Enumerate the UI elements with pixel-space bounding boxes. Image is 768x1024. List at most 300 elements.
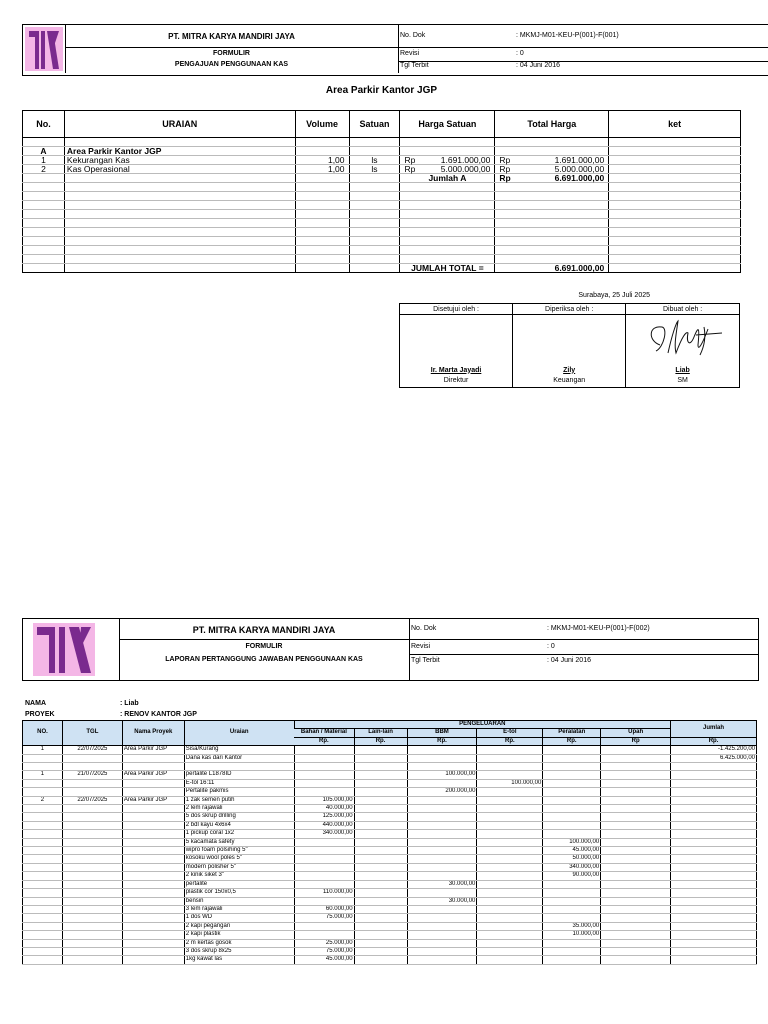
cell-jumlah (671, 830, 757, 838)
cell-upah (601, 754, 671, 762)
table-row (23, 880, 757, 888)
cell-peralatan (543, 779, 601, 787)
no-dok-label: No. Dok (400, 32, 426, 39)
cell-bahan (294, 922, 354, 930)
table-row (23, 889, 757, 897)
table-row (23, 788, 757, 796)
cell-etol (477, 855, 543, 863)
cell-upah (601, 771, 671, 779)
cell-etol (477, 880, 543, 888)
form-title-2: LAPORAN PERTANGGUNG JAWABAN PENGGUNAAN KAS (165, 656, 363, 663)
formulir-label: FORMULIR (213, 50, 250, 57)
cell-uraian: Pertalite pakmis (184, 788, 294, 796)
cell-proyek (122, 947, 184, 955)
cell-peralatan (543, 956, 601, 964)
table-row (23, 872, 757, 880)
cell-bbm (407, 838, 477, 846)
nama-label: NAMA (25, 700, 46, 707)
table-row (23, 914, 757, 922)
cell-upah (601, 805, 671, 813)
cell-peralatan (543, 821, 601, 829)
signature-table (399, 303, 740, 388)
cell-bahan (294, 855, 354, 863)
cell-peralatan: 35.000,00 (543, 922, 601, 930)
cell-no (23, 914, 63, 922)
col-volume: Volume (295, 111, 349, 138)
table-row (23, 855, 757, 863)
table-row (23, 754, 757, 762)
cell-no (23, 897, 63, 905)
cell-lain (354, 813, 407, 821)
cell-bahan: 125.000,00 (294, 813, 354, 821)
cell-proyek: Area Parkir JGP (122, 796, 184, 804)
table-row (23, 947, 757, 955)
cell-proyek (122, 830, 184, 838)
pos-approved: Direktur (443, 377, 469, 385)
cell-jumlah (671, 922, 757, 930)
cell-no: 1 (23, 746, 63, 754)
cell-jumlah (671, 931, 757, 939)
cell-bbm (407, 939, 477, 947)
cell-peralatan (543, 813, 601, 821)
cell-tgl (62, 914, 122, 922)
cell-proyek: Area Parkir JGP (122, 771, 184, 779)
cell-lain (354, 779, 407, 787)
cell-jumlah (671, 863, 757, 871)
cell-uraian: 1 dos WD (184, 914, 294, 922)
cell-tgl (62, 788, 122, 796)
cell-tgl (62, 889, 122, 897)
cell-jumlah (671, 872, 757, 880)
cell-no (23, 813, 63, 821)
cell-bahan (294, 880, 354, 888)
cell-peralatan (543, 771, 601, 779)
pos-checked: Keuangan (513, 375, 626, 387)
cell-upah (601, 914, 671, 922)
cell-proyek (122, 847, 184, 855)
cell-peralatan (543, 746, 601, 754)
table-row: 2 Kas Operasional 1,00 ls Rp 5.000.000,00 Rp 5.000.000,00 (23, 165, 741, 174)
cell-lain (354, 746, 407, 754)
cell-bahan (294, 754, 354, 762)
cell-bahan: 45.000,00 (294, 956, 354, 964)
cell-upah (601, 821, 671, 829)
cell-jumlah (671, 796, 757, 804)
cell-peralatan (543, 796, 601, 804)
cell-peralatan (543, 939, 601, 947)
cell-bahan (294, 771, 354, 779)
cell-bbm (407, 847, 477, 855)
cell-upah (601, 922, 671, 930)
cell-tgl (62, 847, 122, 855)
col-tgl: TGL (62, 721, 122, 746)
cell-proyek (122, 788, 184, 796)
name-checked: Zily (513, 365, 626, 375)
proyek-label: PROYEK (25, 711, 55, 718)
cell-lain (354, 880, 407, 888)
cell-jumlah (671, 813, 757, 821)
tgl-terbit-label: Tgl Terbit (400, 62, 429, 69)
cell-uraian: E-tol 16:11 (184, 779, 294, 787)
table-row (23, 838, 757, 846)
cell-tgl (62, 880, 122, 888)
cell-tgl (62, 805, 122, 813)
table-row: 1 Kekurangan Kas 1,00 ls Rp 1.691.000,00 Rp 1.691.000,00 (23, 156, 741, 165)
cell-etol (477, 805, 543, 813)
cell-etol (477, 905, 543, 913)
cell-uraian: 2 kapi pegangan (184, 922, 294, 930)
cell-tgl (62, 922, 122, 930)
role-made: Dibuat oleh : (626, 304, 740, 315)
cell-lain (354, 872, 407, 880)
cell-peralatan: 90.000,00 (543, 872, 601, 880)
cell-no (23, 763, 63, 771)
cell-jumlah (671, 788, 757, 796)
cell-peralatan (543, 914, 601, 922)
cell-lain (354, 805, 407, 813)
cell-etol (477, 821, 543, 829)
cell-no (23, 922, 63, 930)
col-no: No. (23, 111, 65, 138)
cell-lain (354, 788, 407, 796)
form1-title-block (65, 25, 399, 73)
cell-etol (477, 847, 543, 855)
cell-jumlah (671, 914, 757, 922)
cell-uraian: pertalite (184, 880, 294, 888)
col-peralatan: Peralatan (543, 729, 601, 737)
jumlah-a-row: Jumlah A Rp 6.691.000,00 (23, 174, 741, 183)
cell-jumlah (671, 847, 757, 855)
cell-bbm: 200.000,00 (407, 788, 477, 796)
cell-bahan: 75.000,00 (294, 947, 354, 955)
cell-tgl (62, 947, 122, 955)
cell-bbm (407, 830, 477, 838)
section-row: A Area Parkir Kantor JGP (23, 147, 741, 156)
cell-etol (477, 914, 543, 922)
table-row (23, 847, 757, 855)
role-checked: Diperiksa oleh : (513, 304, 626, 315)
cell-tgl (62, 931, 122, 939)
cell-no: 1 (23, 771, 63, 779)
cell-uraian: 3 dos skrup 8x25 (184, 947, 294, 955)
cell-no (23, 931, 63, 939)
cell-uraian: 2 m kertas gosok (184, 939, 294, 947)
cell-upah (601, 880, 671, 888)
cell-jumlah (671, 838, 757, 846)
col-etol: E-tol (477, 729, 543, 737)
cell-upah (601, 863, 671, 871)
cell-lain (354, 847, 407, 855)
cell-uraian (184, 763, 294, 771)
cell-bbm (407, 863, 477, 871)
cell-bahan (294, 847, 354, 855)
table-row (23, 830, 757, 838)
cell-etol (477, 788, 543, 796)
cell-bbm (407, 855, 477, 863)
cell-proyek (122, 872, 184, 880)
cell-etol (477, 956, 543, 964)
cell-no (23, 855, 63, 863)
cell-bahan: 75.000,00 (294, 914, 354, 922)
cell-upah (601, 779, 671, 787)
cell-peralatan: 340.000,00 (543, 863, 601, 871)
jumlah-total-row: JUMLAH TOTAL = 6.691.000,00 (23, 264, 741, 273)
cell-bbm (407, 746, 477, 754)
pos-made: SM (626, 375, 740, 387)
cell-lain (354, 889, 407, 897)
cell-upah (601, 905, 671, 913)
cell-tgl (62, 821, 122, 829)
cell-jumlah (671, 956, 757, 964)
cell-tgl (62, 905, 122, 913)
table-row (23, 956, 757, 964)
cell-lain (354, 939, 407, 947)
col-nama-proyek: Nama Proyek (122, 721, 184, 746)
table-row (23, 779, 757, 787)
spacer-row (23, 763, 757, 771)
cell-lain (354, 922, 407, 930)
cell-tgl (62, 813, 122, 821)
cell-bahan: 25.000,00 (294, 939, 354, 947)
col-bbm: BBM (407, 729, 477, 737)
cell-bbm (407, 813, 477, 821)
cell-upah (601, 746, 671, 754)
cell-etol (477, 872, 543, 880)
col-uraian-2: Uraian (184, 721, 294, 746)
cell-proyek: Area Parkir JGP (122, 746, 184, 754)
cell-bahan (294, 838, 354, 846)
cell-tgl: 22/07/2025 (62, 796, 122, 804)
cell-tgl (62, 779, 122, 787)
cell-etol (477, 931, 543, 939)
cell-proyek (122, 763, 184, 771)
col-uraian: URAIAN (64, 111, 295, 138)
cell-proyek (122, 754, 184, 762)
cell-lain (354, 956, 407, 964)
cell-bbm (407, 796, 477, 804)
cell-uraian: 1kg kawat las (184, 956, 294, 964)
cell-peralatan: 100.000,00 (543, 838, 601, 846)
cell-uraian: Dana kas dari Kantor (184, 754, 294, 762)
formulir-label-2: FORMULIR (245, 643, 283, 650)
cell-bahan (294, 763, 354, 771)
cell-bahan (294, 746, 354, 754)
cell-bbm (407, 754, 477, 762)
cell-peralatan (543, 830, 601, 838)
cell-peralatan (543, 754, 601, 762)
cell-etol (477, 746, 543, 754)
pengajuan-table (22, 110, 741, 273)
cell-lain (354, 754, 407, 762)
cell-jumlah (671, 821, 757, 829)
col-bahan: Bahan / Material (294, 729, 354, 737)
cell-upah (601, 889, 671, 897)
cell-uraian: pertalite L1878ID (184, 771, 294, 779)
cell-lain (354, 821, 407, 829)
table-row (23, 805, 757, 813)
cell-upah (601, 830, 671, 838)
cell-etol (477, 796, 543, 804)
cell-jumlah (671, 905, 757, 913)
no-dok-value: : MKMJ-M01-KEU-P(001)-F(001) (516, 32, 619, 39)
cell-etol (477, 897, 543, 905)
form1-header (22, 24, 768, 76)
cell-uraian: 2 kapi plastik (184, 931, 294, 939)
cell-bahan (294, 931, 354, 939)
cell-bahan: 110.000,00 (294, 889, 354, 897)
cell-no (23, 947, 63, 955)
cell-no (23, 880, 63, 888)
cell-lain (354, 830, 407, 838)
cell-peralatan (543, 788, 601, 796)
form-title: PENGAJUAN PENGGUNAAN KAS (174, 61, 289, 68)
cell-peralatan: 10.000,00 (543, 931, 601, 939)
cell-bahan (294, 897, 354, 905)
cell-proyek (122, 939, 184, 947)
cell-no: 2 (23, 796, 63, 804)
cell-tgl (62, 939, 122, 947)
tgl-terbit-value: : 04 Juni 2016 (516, 62, 560, 69)
cell-uraian: 1 pickup coral 1x2 (184, 830, 294, 838)
cell-peralatan (543, 897, 601, 905)
cell-tgl (62, 838, 122, 846)
table-row (23, 821, 757, 829)
cell-peralatan (543, 889, 601, 897)
cell-proyek (122, 821, 184, 829)
cell-upah (601, 931, 671, 939)
cell-etol (477, 939, 543, 947)
cell-tgl (62, 872, 122, 880)
cell-bahan: 340.000,00 (294, 830, 354, 838)
cell-bbm (407, 805, 477, 813)
table-row (23, 905, 757, 913)
cell-etol (477, 763, 543, 771)
cell-bahan: 105.000,00 (294, 796, 354, 804)
table-row (23, 813, 757, 821)
cell-no (23, 821, 63, 829)
cell-tgl (62, 855, 122, 863)
cell-uraian: wipro foam polsihing 5" (184, 847, 294, 855)
cell-proyek (122, 956, 184, 964)
cell-no (23, 830, 63, 838)
cell-etol: 100.000,00 (477, 779, 543, 787)
cell-upah (601, 956, 671, 964)
cell-upah (601, 872, 671, 880)
cell-no (23, 939, 63, 947)
form2-header (22, 618, 759, 681)
cell-bbm (407, 914, 477, 922)
cell-upah (601, 939, 671, 947)
cell-upah (601, 788, 671, 796)
table-row (23, 939, 757, 947)
cell-bbm (407, 947, 477, 955)
cell-proyek (122, 880, 184, 888)
cell-peralatan (543, 947, 601, 955)
cell-lain (354, 897, 407, 905)
cell-tgl: 21/07/2025 (62, 771, 122, 779)
cell-bbm (407, 922, 477, 930)
signature-image (626, 315, 740, 366)
cell-uraian: 5 kacamata safety (184, 838, 294, 846)
cell-proyek (122, 897, 184, 905)
cell-tgl (62, 763, 122, 771)
cell-bahan (294, 863, 354, 871)
cell-etol (477, 947, 543, 955)
area-title: Area Parkir Kantor JGP (325, 85, 438, 96)
form2-doc-info: No. Dok : MKMJ-M01-KEU-P(001)-F(002) Revisi : 0 Tgl Terbit : 04 Juni 2016 (409, 619, 758, 680)
cell-proyek (122, 889, 184, 897)
cell-jumlah (671, 855, 757, 863)
col-ket: ket (609, 111, 741, 138)
cell-no (23, 754, 63, 762)
cell-no (23, 779, 63, 787)
cell-bahan: 60.000,00 (294, 905, 354, 913)
cell-no (23, 788, 63, 796)
table-row (23, 771, 757, 779)
cell-upah (601, 947, 671, 955)
cell-uraian: 2 kinik siket 3" (184, 872, 294, 880)
cell-tgl (62, 956, 122, 964)
cell-proyek (122, 863, 184, 871)
cell-no (23, 956, 63, 964)
cell-uraian: 5 dos skrup drilling (184, 813, 294, 821)
cell-etol (477, 830, 543, 838)
cell-jumlah: -1.425.200,00 (671, 746, 757, 754)
company-logo (23, 25, 66, 73)
cell-no (23, 838, 63, 846)
cell-bahan: 40.000,00 (294, 805, 354, 813)
cell-lain (354, 863, 407, 871)
cell-proyek (122, 914, 184, 922)
cell-uraian: 1 zak semen putih (184, 796, 294, 804)
cell-bbm: 30.000,00 (407, 880, 477, 888)
table-row (23, 746, 757, 754)
cell-bbm: 100.000,00 (407, 771, 477, 779)
cell-peralatan (543, 805, 601, 813)
cell-upah (601, 796, 671, 804)
cell-bbm (407, 821, 477, 829)
company-logo-2 (23, 619, 120, 680)
cell-etol (477, 813, 543, 821)
cell-etol (477, 889, 543, 897)
cell-lain (354, 763, 407, 771)
cell-jumlah (671, 889, 757, 897)
cell-bahan (294, 788, 354, 796)
cell-bbm (407, 931, 477, 939)
cell-uraian: 3 lem rajawali (184, 905, 294, 913)
cell-bbm (407, 905, 477, 913)
col-jumlah: Jumlah (671, 721, 757, 738)
cell-no (23, 889, 63, 897)
cell-etol (477, 838, 543, 846)
cell-etol (477, 863, 543, 871)
cell-upah (601, 897, 671, 905)
col-satuan: Satuan (349, 111, 400, 138)
cell-proyek (122, 922, 184, 930)
table-row (23, 796, 757, 804)
cell-no (23, 905, 63, 913)
cell-lain (354, 796, 407, 804)
cell-bahan: 440.000,00 (294, 821, 354, 829)
cell-tgl (62, 754, 122, 762)
company-name: PT. MITRA KARYA MANDIRI JAYA (168, 32, 295, 41)
cell-proyek (122, 813, 184, 821)
col-upah: Upah (601, 729, 671, 737)
cell-proyek (122, 905, 184, 913)
table-row (23, 922, 757, 930)
col-lain: Lain-lain (354, 729, 407, 737)
cell-tgl (62, 863, 122, 871)
